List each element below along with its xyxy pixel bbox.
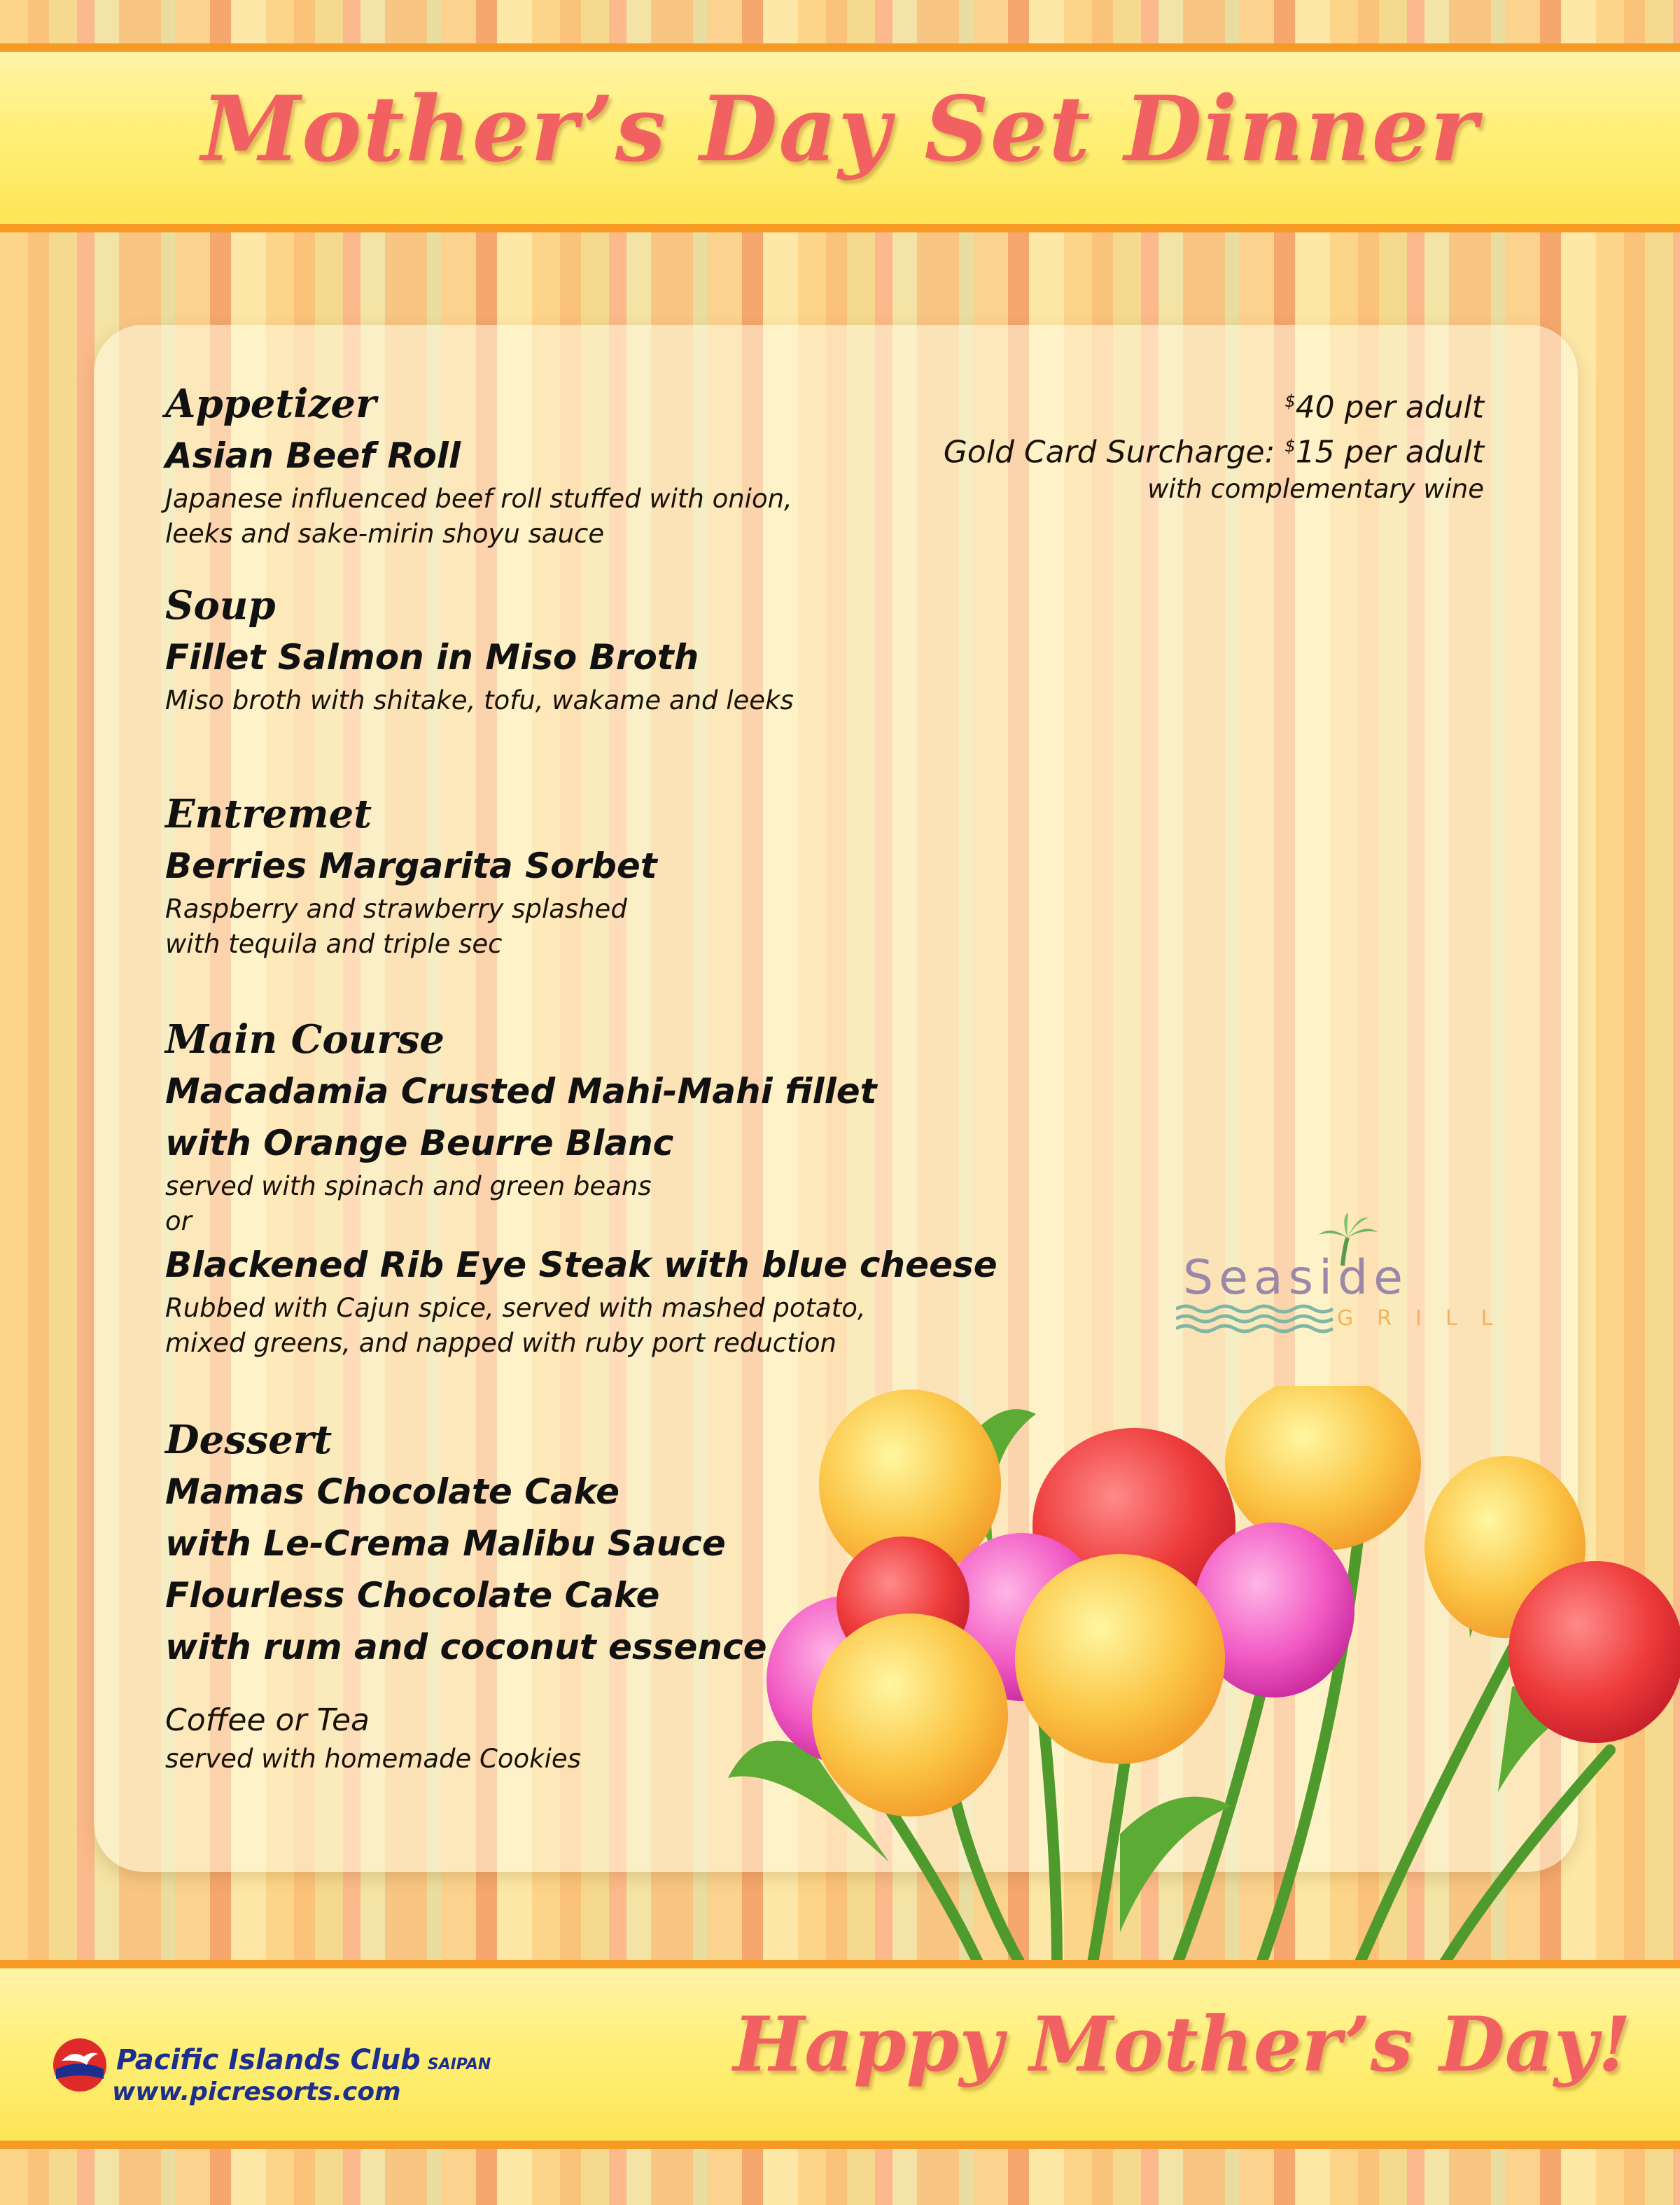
dish-name: Flourless Chocolate Cake	[165, 1575, 660, 1616]
course-heading-appetizer: Appetizer	[165, 381, 377, 427]
dish-name: Fillet Salmon in Miso Broth	[165, 637, 699, 678]
tulip-bouquet-illustration	[728, 1386, 1680, 1967]
section-soup	[165, 580, 1075, 718]
or-separator: or	[165, 1206, 192, 1236]
wine-note: with complementary wine	[1147, 474, 1484, 505]
course-heading-main: Main Course	[165, 1016, 445, 1063]
seaside-name: Seaside	[1183, 1250, 1408, 1306]
dish-description: Miso broth with shitake, tofu, wakame and leeks	[165, 685, 794, 715]
price-info	[944, 382, 1484, 507]
pic-brand: Pacific Islands Club SAIPAN	[116, 2044, 491, 2076]
dish-name: Blackened Rib Eye Steak with blue cheese	[165, 1245, 997, 1285]
dish-description: leeks and sake-mirin shoyu sauce	[165, 519, 605, 549]
dish-name: Asian Beef Roll	[165, 435, 461, 476]
coffee-or-tea: Coffee or Tea	[165, 1702, 370, 1738]
seaside-grill-logo	[1176, 1211, 1526, 1337]
seaside-sub: GRILL	[1337, 1306, 1517, 1331]
dish-description: with tequila and triple sec	[165, 929, 503, 959]
adult-price: $40 per adult	[1284, 389, 1484, 426]
section-entremet	[165, 788, 1075, 962]
course-heading-entremet: Entremet	[165, 791, 372, 837]
course-heading-dessert: Dessert	[165, 1417, 332, 1463]
dish-name: Macadamia Crusted Mahi-Mahi fillet	[165, 1071, 877, 1112]
pic-website-link[interactable]: www.picresorts.com	[112, 2078, 401, 2106]
coffee-description: served with homemade Cookies	[165, 1744, 581, 1774]
section-main-course	[165, 1014, 1075, 1361]
dish-description: served with spinach and green beans	[165, 1171, 652, 1201]
dish-name: with rum and coconut essence	[165, 1627, 767, 1667]
dish-description: Japanese influenced beef roll stuffed with onion,	[165, 484, 792, 514]
happy-mothers-day: Happy Mother’s Day!	[733, 2001, 1631, 2089]
page-title: Mother’s Day Set Dinner	[201, 77, 1479, 182]
dish-description: Rubbed with Cajun spice, served with mashed potato,	[165, 1293, 866, 1323]
course-heading-soup: Soup	[165, 582, 276, 629]
gold-card-surcharge: Gold Card Surcharge: $15 per adult	[943, 434, 1484, 470]
dish-description: mixed greens, and napped with ruby port reduction	[165, 1328, 836, 1358]
dish-name: Mamas Chocolate Cake	[165, 1471, 620, 1512]
waves-icon	[1176, 1303, 1337, 1337]
dish-name: with Orange Beurre Blanc	[165, 1123, 674, 1163]
dish-name: with Le-Crema Malibu Sauce	[165, 1523, 726, 1564]
pic-bird-logo-icon	[52, 2037, 108, 2093]
section-appetizer	[165, 378, 1075, 552]
dish-name: Berries Margarita Sorbet	[165, 846, 657, 886]
dish-description: Raspberry and strawberry splashed	[165, 894, 627, 924]
